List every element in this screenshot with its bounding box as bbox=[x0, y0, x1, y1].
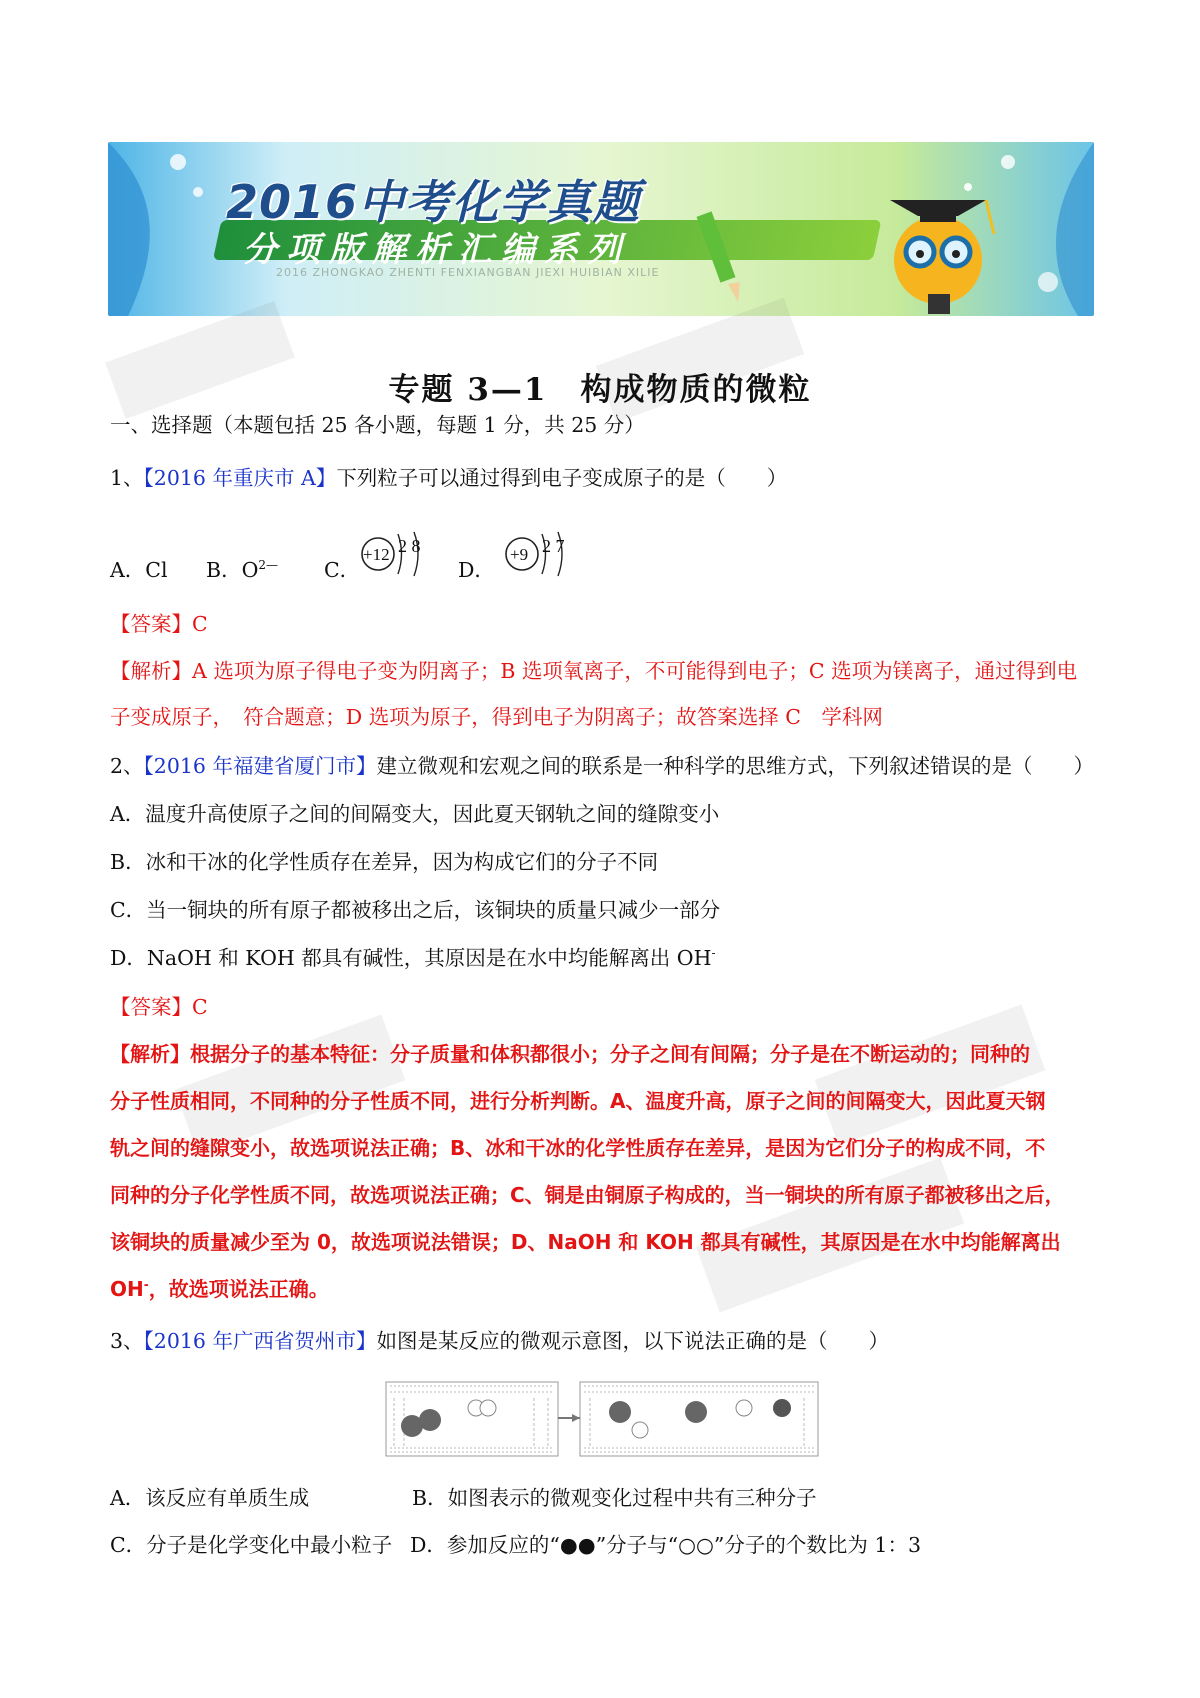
q2-analysis-tail: ，故选项说法正确。 bbox=[148, 1277, 329, 1301]
q1-option-c-label: C． bbox=[324, 558, 361, 582]
question-3 bbox=[110, 1327, 1100, 1355]
q1-option-b bbox=[206, 556, 278, 584]
q2-answer: 【答案】C bbox=[110, 995, 208, 1019]
q1-atom-diagram-d bbox=[502, 524, 580, 584]
q2-option-d bbox=[110, 944, 1100, 972]
q2-analysis-line-1: 【解析】根据分子的基本特征：分子质量和体积都很小；分子之间有间隔；分子是在不断运动的；同种的 bbox=[110, 1042, 1030, 1066]
q2-option-d-text: D．NaOH 和 KOH 都具有碱性，其原因是在水中均能解离出 OH bbox=[110, 946, 712, 970]
question-1 bbox=[110, 464, 1100, 492]
q1-option-d bbox=[458, 556, 495, 584]
q1-d-shells: 2 7 bbox=[542, 536, 565, 556]
q1-option-d-label: D． bbox=[458, 558, 495, 582]
q1-analysis-line-1: 【解析】A 选项为原子得电子变为阴离子；B 选项氧离子，不可能得到电子；C 选项为镁离子，通过得到电 bbox=[110, 659, 1078, 683]
q1-atom-diagram-c bbox=[358, 524, 436, 584]
q3-option-a: A．该反应有单质生成 bbox=[110, 1486, 310, 1510]
q3-option-b: B．如图表示的微观变化过程中共有三种分子 bbox=[412, 1486, 817, 1510]
q1-c-shells: 2 8 bbox=[398, 536, 421, 556]
q3-stem: 如图是某反应的微观示意图，以下说法正确的是（ ） bbox=[376, 1329, 889, 1353]
banner-year-title: 2016中考化学真题 bbox=[226, 175, 641, 229]
q1-option-b-label: B．O bbox=[206, 558, 259, 582]
q3-number: 3、 bbox=[110, 1329, 144, 1353]
q2-analysis-oh-charge: - bbox=[143, 1277, 149, 1292]
q1-option-c bbox=[324, 556, 360, 584]
q3-option-c: C．分子是化学变化中最小粒子 bbox=[110, 1533, 393, 1557]
q1-option-a: A．Cl bbox=[110, 558, 168, 582]
q2-analysis-oh: OH bbox=[110, 1277, 144, 1301]
section-header: 一、选择题（本题包括 25 各小题，每题 1 分，共 25 分） bbox=[110, 413, 645, 437]
q2-analysis-line-4: 同种的分子化学性质不同，故选项说法正确；C、铜是由铜原子构成的，当一铜块的所有原子都被移出之后， bbox=[110, 1183, 1065, 1207]
q2-analysis-line-3: 轨之间的缝隙变小，故选项说法正确；B、冰和干冰的化学性质存在差异，是因为它们分子的构成不同，不 bbox=[110, 1136, 1046, 1160]
q2-analysis-line-2: 分子性质相同，不同种的分子性质不同，进行分析判断。A、温度升高，原子之间的间隔变大，因此夏天钢 bbox=[110, 1089, 1046, 1113]
q1-source: 【2016 年重庆市 A】 bbox=[143, 466, 337, 490]
header-banner bbox=[108, 142, 1094, 316]
q2-source: 【2016 年福建省厦门市】 bbox=[143, 754, 377, 778]
q2-option-c: C．当一铜块的所有原子都被移出之后，该铜块的质量只减少一部分 bbox=[110, 898, 721, 922]
q3-option-d: D．参加反应的“●●”分子与“○○”分子的个数比为 1：3 bbox=[410, 1533, 922, 1557]
question-2 bbox=[110, 752, 1100, 780]
q2-option-d-charge: - bbox=[711, 946, 716, 961]
q1-c-nucleus: +12 bbox=[363, 545, 390, 564]
q1-options bbox=[110, 536, 1100, 586]
q2-number: 2、 bbox=[110, 754, 144, 778]
banner-pinyin: 2016 ZHONGKAO ZHENTI FENXIANGBAN JIEXI HUIBIAN XILIE bbox=[276, 266, 660, 279]
banner-series-title: 分项版解析汇编系列 bbox=[243, 230, 630, 270]
q1-option-b-charge: 2— bbox=[258, 558, 279, 573]
q2-stem: 建立微观和宏观之间的联系是一种科学的思维方式，下列叙述错误的是（ ） bbox=[376, 754, 1094, 778]
reaction-micro-diagram bbox=[384, 1378, 820, 1460]
page-title: 专题 3—1 构成物质的微粒 bbox=[388, 372, 812, 408]
q1-number: 1、 bbox=[110, 466, 144, 490]
q2-option-b: B．冰和干冰的化学性质存在差异，因为构成它们的分子不同 bbox=[110, 850, 659, 874]
q1-stem: 下列粒子可以通过得到电子变成原子的是（ ） bbox=[336, 466, 788, 490]
q2-option-a: A．温度升高使原子之间的间隔变大，因此夏天钢轨之间的缝隙变小 bbox=[110, 802, 720, 826]
q1-analysis-line-2: 子变成原子， 符合题意；D 选项为原子，得到电子为阴离子；故答案选择 C 学科网 bbox=[110, 705, 883, 729]
q2-analysis-line-6 bbox=[110, 1275, 1100, 1303]
q3-source: 【2016 年广西省贺州市】 bbox=[143, 1329, 377, 1353]
q2-analysis-line-5: 该铜块的质量减少至为 0，故选项说法错误；D、NaOH 和 KOH 都具有碱性，其原因是在水中均能解离出 bbox=[110, 1230, 1061, 1254]
q1-d-nucleus: +9 bbox=[510, 545, 529, 564]
q1-answer: 【答案】C bbox=[110, 612, 208, 636]
